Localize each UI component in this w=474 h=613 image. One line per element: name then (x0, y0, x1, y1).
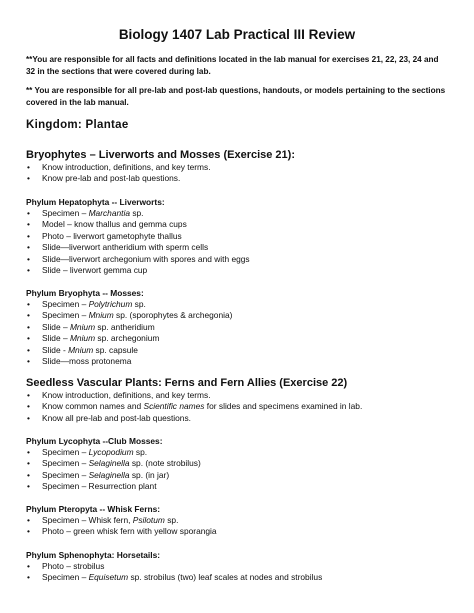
list-item: • Specimen – Marchantia sp. (27, 208, 144, 218)
phylum-heading-sphenophyta: Phylum Sphenophyta: Horsetails: (26, 550, 161, 560)
list-item: • Know common names and Scientific names for slides and specimens examined in lab. (27, 401, 363, 412)
note-lab-manual: **You are responsible for all facts and definitions located in the lab manual for exercises 21, 22, 23, 24 and 32 in the sections that were covered during lab. (26, 55, 439, 76)
list-item: • Slide – Mnium sp. archegonium (27, 333, 160, 344)
list-item: • Slide—liverwort archegonium with spores and with eggs (27, 253, 250, 264)
list-item: • Specimen – Whisk fern, Psilotum sp. (27, 515, 179, 525)
list-item: • Specimen – Polytrichum sp. (27, 299, 146, 309)
list-item: • Model – know thallus and gemma cups (27, 219, 187, 230)
phylum-heading-pteropyta: Phylum Pteropyta -- Whisk Ferns: (26, 504, 161, 514)
section-heading-bryophytes: Bryophytes – Liverworts and Mosses (Exercise 21): (26, 149, 295, 161)
list-item: • Know introduction, definitions, and key terms. (27, 390, 211, 400)
list-item: • Slide – Mnium sp. antheridium (27, 321, 155, 332)
section-heading-seedless-vascular: Seedless Vascular Plants: Ferns and Fern Allies (Exercise 22) (26, 377, 348, 389)
seedless-vascular-list (26, 390, 362, 424)
phylum-heading-hepatophyta: Phylum Hepatophyta -- Liverworts: (26, 197, 165, 207)
note-prelab: ** You are responsible for all pre-lab and post-lab questions, handouts, or models pertaining to the sections covered in the lab manual. (26, 86, 446, 107)
list-item: • Specimen – Resurrection plant (27, 481, 157, 492)
lycophyta-list (26, 447, 201, 493)
list-item: • Photo – liverwort gametophyte thallus (27, 230, 182, 241)
bryophytes-list (26, 162, 211, 185)
hepatophyta-list (26, 208, 250, 277)
list-item: • Specimen – Selaginella sp. (note strobilus) (27, 458, 201, 469)
list-item: • Slide – liverwort gemma cup (27, 265, 148, 276)
sphenophyta-list (26, 561, 322, 584)
list-item: • Specimen – Lycopodium sp. (27, 447, 148, 457)
list-item: • Slide—liverwort antheridium with sperm cells (27, 242, 209, 253)
kingdom-heading: Kingdom: Plantae (26, 119, 129, 131)
list-item: • Know introduction, definitions, and key terms. (27, 162, 211, 172)
phylum-heading-lycophyta: Phylum Lycophyta --Club Mosses: (26, 436, 163, 446)
list-item: • Photo – green whisk fern with yellow sporangia (27, 526, 217, 537)
list-item: • Know pre-lab and post-lab questions. (27, 173, 181, 184)
pteropyta-list (26, 515, 217, 538)
page-title: Biology 1407 Lab Practical III Review (118, 27, 356, 42)
list-item: • Know all pre-lab and post-lab questions. (27, 412, 191, 423)
list-item: • Photo – strobilus (27, 561, 105, 571)
list-item: • Specimen – Mnium sp. (sporophytes & archegonia) (27, 310, 233, 321)
list-item: • Slide - Mnium sp. capsule (27, 344, 138, 355)
list-item: • Slide—moss protonema (27, 356, 132, 367)
list-item: • Specimen – Equisetum sp. strobilus (two) leaf scales at nodes and strobilus (27, 572, 323, 583)
phylum-heading-bryophyta: Phylum Bryophyta -- Mosses: (26, 288, 144, 298)
list-item: • Specimen – Selaginella sp. (in jar) (27, 469, 170, 480)
bryophyta-list (26, 299, 232, 368)
